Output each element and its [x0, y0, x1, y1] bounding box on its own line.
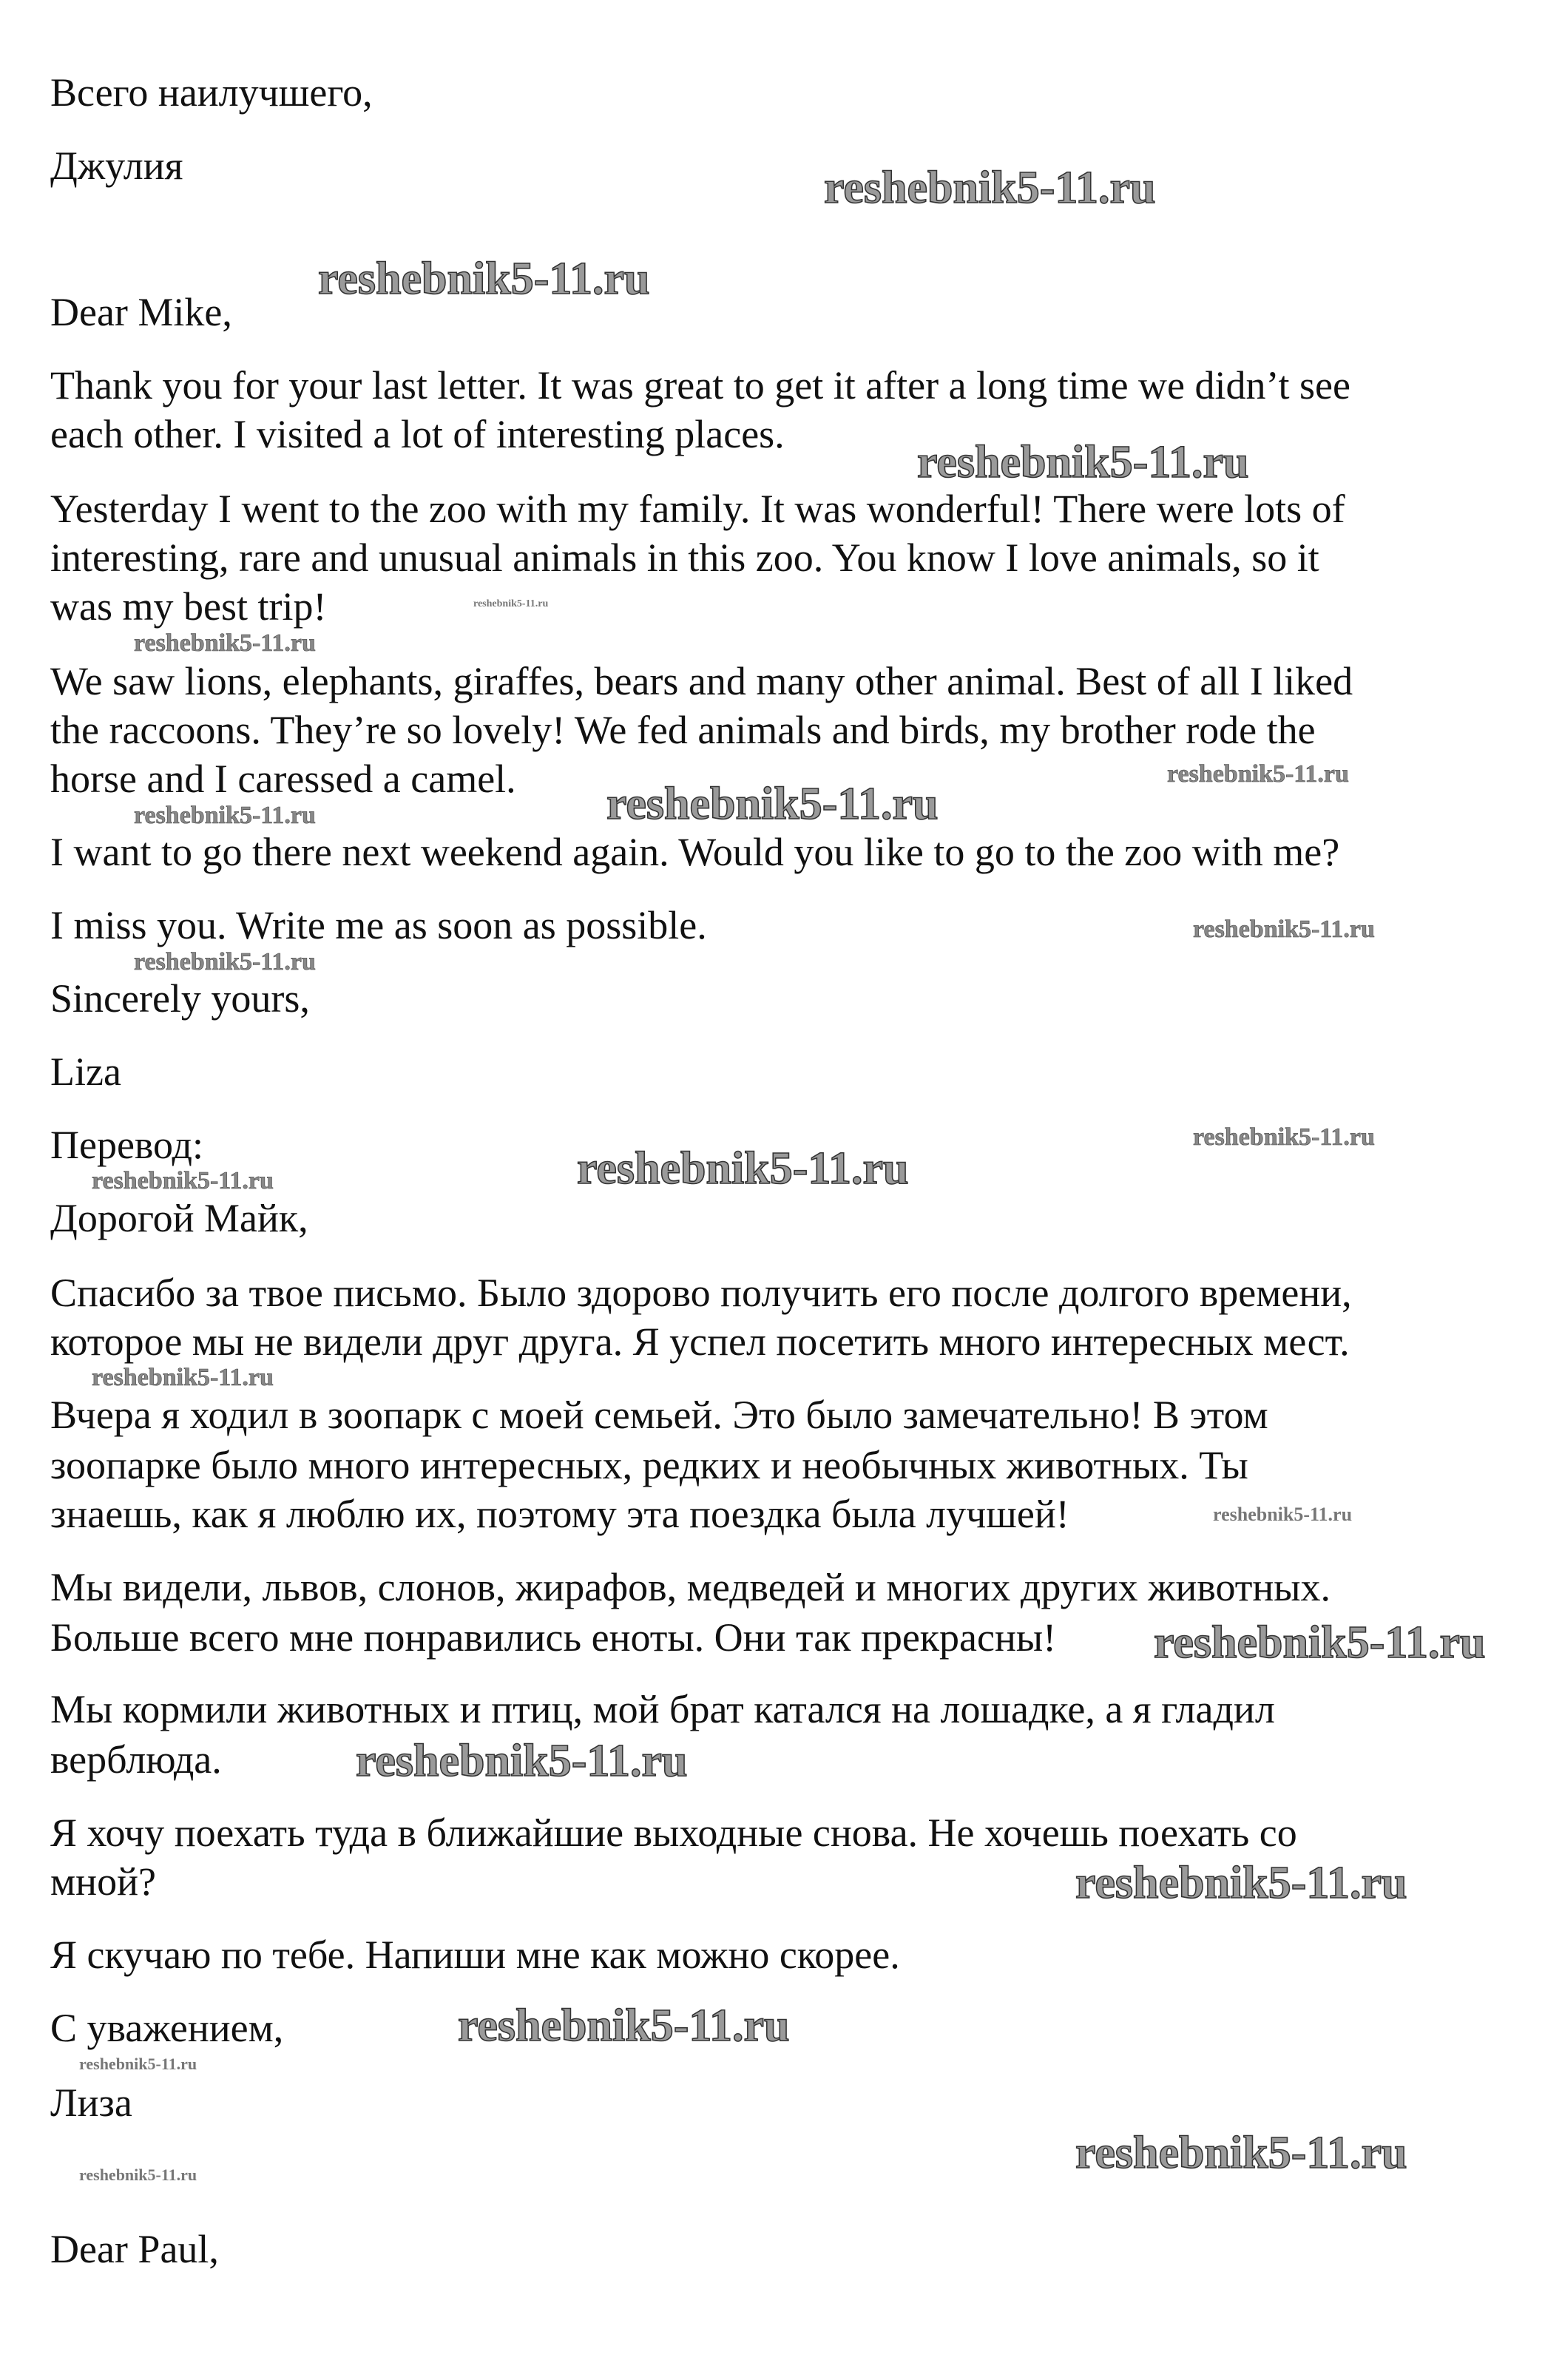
paragraph-line: Thank you for your last letter. It was great to get it after a long time we didn’t see	[50, 363, 1350, 408]
paragraph-line: horse and I caressed a camel.	[50, 757, 516, 801]
paragraph-line: interesting, rare and unusual animals in this zoo. You know I love animals, so it	[50, 535, 1319, 580]
watermark: reshebnik5-11.ru	[1213, 1504, 1353, 1525]
watermark: reshebnik5-11.ru	[134, 802, 316, 829]
watermark: reshebnik5-11.ru	[134, 629, 316, 657]
translation-heading: Перевод:	[50, 1123, 203, 1167]
closing-line: Sincerely yours,	[50, 976, 310, 1021]
watermark: reshebnik5-11.ru	[92, 1167, 274, 1194]
paragraph-line: Вчера я ходил в зоопарк с моей семьей. Это было замечательно! В этом	[50, 1393, 1268, 1437]
signature: Джулия	[50, 143, 183, 188]
paragraph-line: I miss you. Write me as soon as possible.	[50, 903, 707, 947]
closing-line: С уважением,	[50, 2006, 284, 2050]
watermark: reshebnik5-11.ru	[1193, 916, 1375, 943]
paragraph-line: Yesterday I went to the zoo with my family. It was wonderful! There were lots of	[50, 487, 1345, 531]
paragraph-line: was my best trip!	[50, 584, 327, 629]
watermark: reshebnik5-11.ru	[458, 2001, 790, 2051]
paragraph-line: Я хочу поехать туда в ближайшие выходные снова. Не хочешь поехать со	[50, 1811, 1297, 1855]
watermark: reshebnik5-11.ru	[92, 1364, 274, 1391]
paragraph-line: которое мы не видели друг друга. Я успел посетить много интересных мест.	[50, 1319, 1350, 1364]
watermark: reshebnik5-11.ru	[824, 163, 1156, 213]
greeting: Dear Mike,	[50, 290, 232, 334]
greeting: Дорогой Майк,	[50, 1196, 308, 1240]
watermark: reshebnik5-11.ru	[473, 598, 549, 609]
watermark: reshebnik5-11.ru	[79, 2055, 197, 2073]
paragraph-line: мной?	[50, 1859, 156, 1904]
watermark: reshebnik5-11.ru	[1075, 1858, 1407, 1908]
paragraph-line: Мы кормили животных и птиц, мой брат катался на лошадке, а я гладил	[50, 1687, 1275, 1731]
watermark: reshebnik5-11.ru	[917, 437, 1249, 487]
paragraph-line: Больше всего мне понравились еноты. Они так прекрасны!	[50, 1615, 1057, 1660]
signature: Лиза	[50, 2080, 132, 2125]
closing-line: Всего наилучшего,	[50, 70, 373, 115]
watermark: reshebnik5-11.ru	[1193, 1123, 1375, 1151]
paragraph-line: Спасибо за твое письмо. Было здорово получить его после долгого времени,	[50, 1271, 1352, 1315]
paragraph-line: Я скучаю по тебе. Напиши мне как можно скорее.	[50, 1933, 900, 1977]
paragraph-line: We saw lions, elephants, giraffes, bears and many other animal. Best of all I liked	[50, 659, 1353, 703]
paragraph-line: знаешь, как я люблю их, поэтому эта поездка была лучшей!	[50, 1492, 1069, 1536]
paragraph-line: I want to go there next weekend again. Would you like to go to the zoo with me?	[50, 830, 1340, 874]
signature: Liza	[50, 1049, 121, 1094]
paragraph-line: Мы видели, львов, слонов, жирафов, медведей и многих других животных.	[50, 1565, 1331, 1609]
paragraph-line: each other. I visited a lot of interesting places.	[50, 412, 785, 456]
watermark: reshebnik5-11.ru	[1154, 1617, 1486, 1668]
paragraph-line: the raccoons. They’re so lovely! We fed animals and birds, my brother rode the	[50, 708, 1316, 752]
watermark: reshebnik5-11.ru	[577, 1143, 909, 1194]
paragraph-line: зоопарке было много интересных, редких и необычных животных. Ты	[50, 1443, 1248, 1487]
greeting: Dear Paul,	[50, 2227, 219, 2271]
watermark: reshebnik5-11.ru	[606, 779, 939, 829]
watermark: reshebnik5-11.ru	[356, 1736, 688, 1786]
watermark: reshebnik5-11.ru	[79, 2166, 197, 2184]
watermark: reshebnik5-11.ru	[1075, 2128, 1407, 2178]
watermark: reshebnik5-11.ru	[1167, 760, 1349, 788]
watermark: reshebnik5-11.ru	[134, 948, 316, 976]
paragraph-line: верблюда.	[50, 1737, 222, 1782]
watermark: reshebnik5-11.ru	[318, 254, 650, 304]
